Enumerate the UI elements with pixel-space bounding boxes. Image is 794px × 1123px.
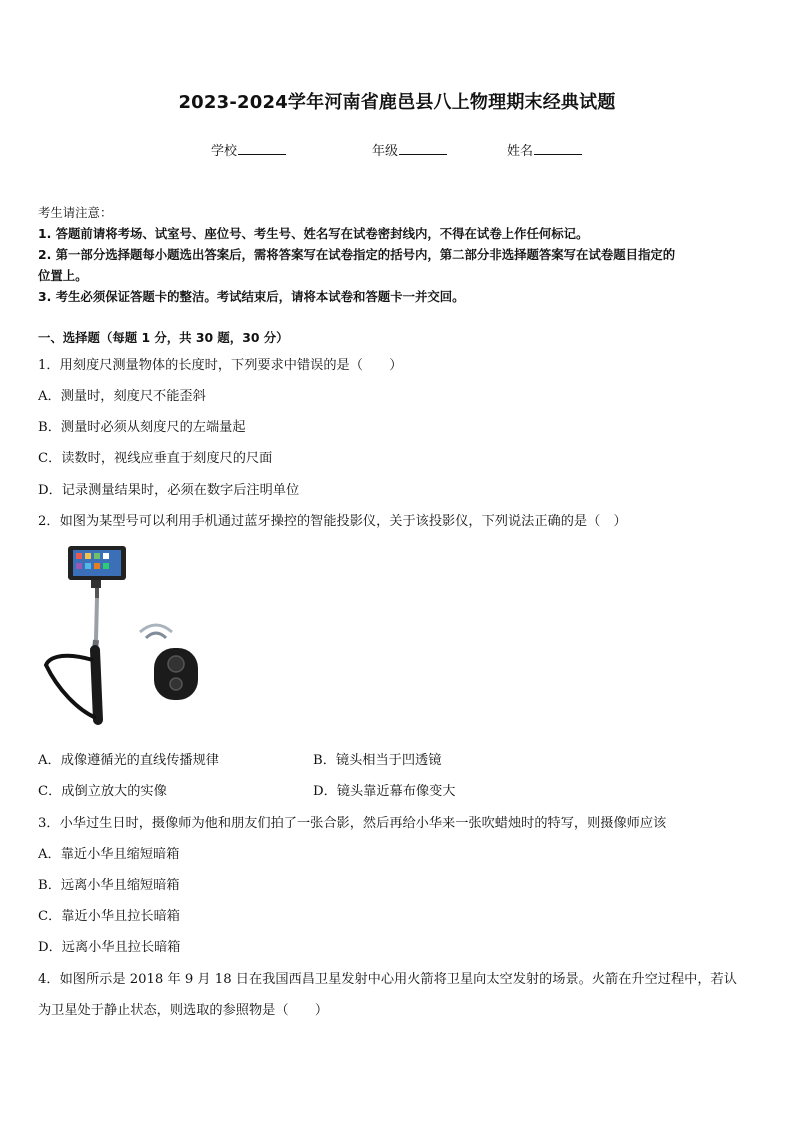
name-label: 姓名 bbox=[507, 144, 534, 159]
q3-option-c: C．靠近小华且拉长暗箱 bbox=[38, 909, 180, 924]
q2-option-d: D．镜头靠近幕布像变大 bbox=[313, 784, 456, 799]
q4-stem-line-2: 为卫星处于静止状态，则选取的参照物是（ ） bbox=[38, 1003, 329, 1018]
school-field bbox=[211, 140, 286, 159]
q3-option-a: A．靠近小华且缩短暗箱 bbox=[38, 847, 180, 862]
notice-item-1: 1. 答题前请将考场、试室号、座位号、考生号、姓名写在试卷密封线内，不得在试卷上作任何标记。 bbox=[38, 226, 589, 241]
notice-item-2-cont: 位置上。 bbox=[38, 268, 88, 283]
grade-field bbox=[372, 140, 447, 159]
selfie-stick-remote-figure bbox=[38, 540, 213, 740]
bluetooth-remote-icon bbox=[140, 625, 198, 700]
q2-option-b: B．镜头相当于凹透镜 bbox=[313, 753, 442, 768]
q1-option-c: C．读数时，视线应垂直于刻度尺的尺面 bbox=[38, 451, 273, 466]
name-blank bbox=[534, 142, 582, 155]
notice-item-3: 3. 考生必须保证答题卡的整洁。考试结束后，请将本试卷和答题卡一并交回。 bbox=[38, 289, 465, 304]
q4-stem-line-1: 4．如图所示是 2018 年 9 月 18 日在我国西昌卫星发射中心用火箭将卫星向太空发射的场景。火箭在升空过程中，若认 bbox=[38, 972, 737, 987]
q2-option-a: A．成像遵循光的直线传播规律 bbox=[38, 753, 219, 768]
exam-title: 2023-2024学年河南省鹿邑县八上物理期末经典试题 bbox=[178, 92, 616, 113]
q1-stem: 1．用刻度尺测量物体的长度时，下列要求中错误的是（ ） bbox=[38, 358, 403, 373]
q2-option-c: C．成倒立放大的实像 bbox=[38, 784, 167, 799]
q3-option-b: B．远离小华且缩短暗箱 bbox=[38, 878, 180, 893]
q1-option-b: B．测量时必须从刻度尺的左端量起 bbox=[38, 420, 246, 435]
q1-option-a: A．测量时，刻度尺不能歪斜 bbox=[38, 389, 206, 404]
phone-holder-icon bbox=[68, 546, 126, 598]
name-field bbox=[507, 140, 582, 159]
q2-stem: 2．如图为某型号可以利用手机通过蓝牙操控的智能投影仪，关于该投影仪，下列说法正确的是（ ） bbox=[38, 514, 627, 529]
notice-heading: 考生请注意： bbox=[38, 205, 113, 220]
selfie-stick-icon bbox=[46, 598, 98, 720]
q3-stem: 3．小华过生日时，摄像师为他和朋友们拍了一张合影，然后再给小华来一张吹蜡烛时的特写，则摄像师应该 bbox=[38, 816, 667, 831]
school-label: 学校 bbox=[211, 144, 238, 159]
q1-option-d: D．记录测量结果时，必须在数字后注明单位 bbox=[38, 483, 300, 498]
school-blank bbox=[238, 142, 286, 155]
notice-item-2: 2. 第一部分选择题每小题选出答案后，需将答案写在试卷指定的括号内，第二部分非选择题答案写在试卷题目指定的 bbox=[38, 247, 676, 262]
grade-label: 年级 bbox=[372, 144, 399, 159]
grade-blank bbox=[399, 142, 447, 155]
section-heading: 一、选择题（每题 1 分，共 30 题，30 分） bbox=[38, 330, 289, 345]
q3-option-d: D．远离小华且拉长暗箱 bbox=[38, 940, 181, 955]
